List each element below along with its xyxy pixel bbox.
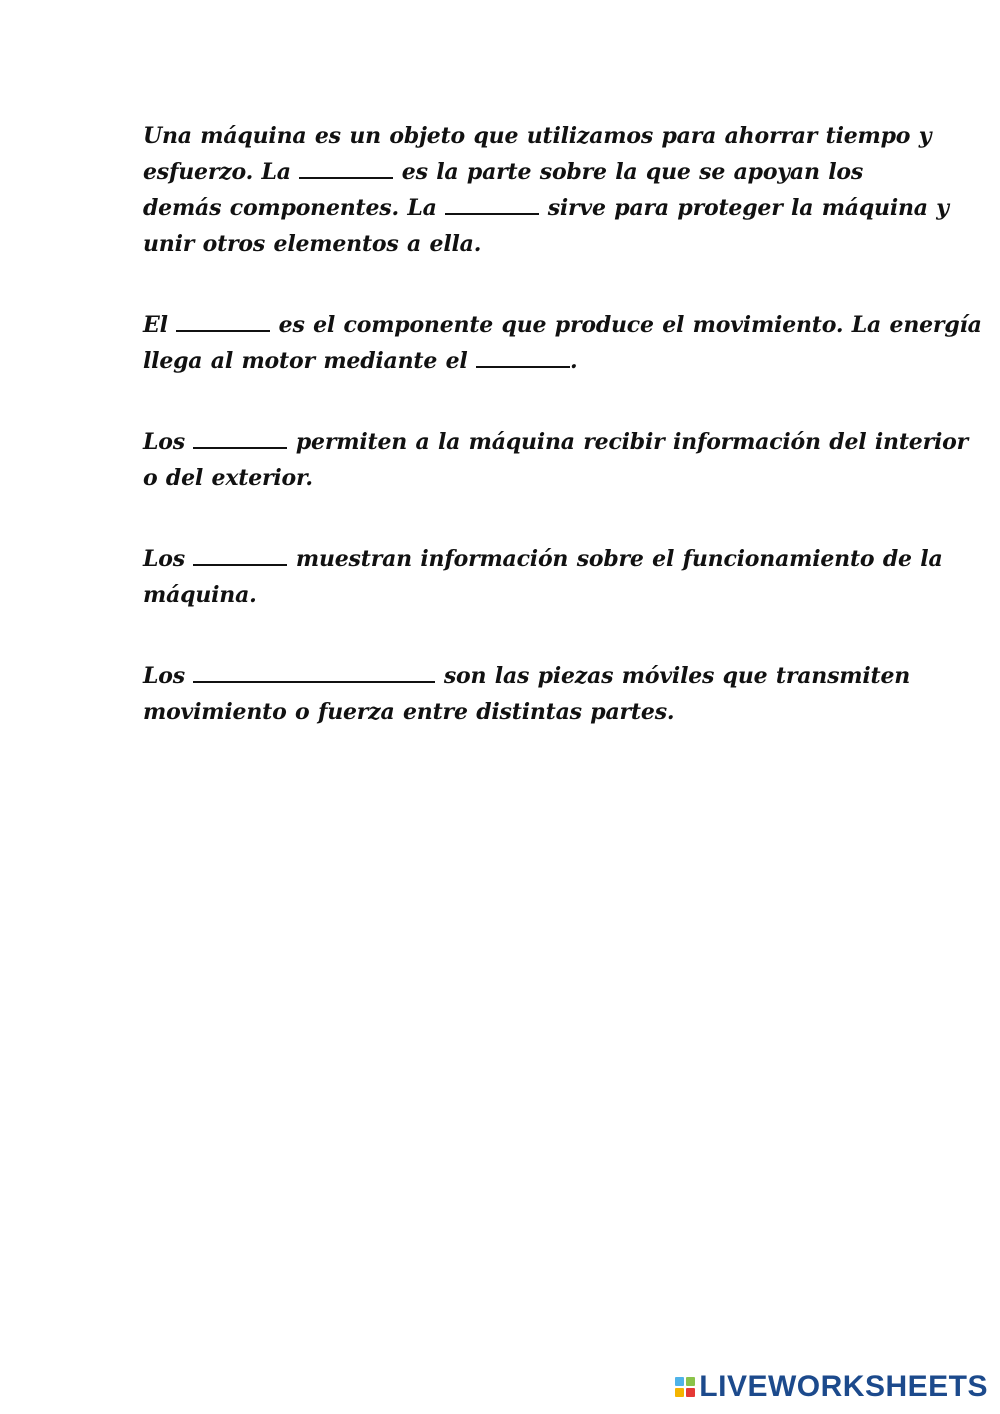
blank-6[interactable] (193, 546, 287, 566)
text-line: Los permiten a la máquina recibir información del interior (143, 429, 969, 455)
brand-text: LIVEWORKSHEETS (699, 1370, 988, 1403)
text-line: máquina. (143, 582, 257, 608)
blank-4[interactable] (476, 348, 570, 368)
blank-7[interactable] (193, 663, 435, 683)
paragraph-mechanisms (143, 658, 911, 730)
paragraph-motor (143, 307, 982, 379)
text-line: o del exterior. (143, 465, 313, 491)
liveworksheets-brand (675, 1370, 988, 1404)
text-line: El es el componente que produce el movimiento. La energía (143, 312, 982, 338)
worksheet-body (143, 118, 982, 730)
text-line: Los muestran información sobre el funcionamiento de la (143, 546, 943, 572)
paragraph-sensors (143, 424, 969, 496)
paragraph-machine-definition (143, 118, 949, 262)
blank-1[interactable] (299, 159, 393, 179)
text-line: movimiento o fuerza entre distintas partes. (143, 699, 675, 725)
text-line: demás componentes. La sirve para proteger la máquina y (143, 195, 949, 221)
text-line: llega al motor mediante el . (143, 348, 578, 374)
text-line: unir otros elementos a ella. (143, 231, 482, 257)
blank-3[interactable] (176, 312, 270, 332)
text-line: Los son las piezas móviles que transmiten (143, 663, 911, 689)
text-line: Una máquina es un objeto que utilizamos para ahorrar tiempo y (143, 123, 932, 149)
text-line: esfuerzo. La es la parte sobre la que se apoyan los (143, 159, 864, 185)
paragraph-indicators (143, 541, 943, 613)
blank-5[interactable] (193, 429, 287, 449)
liveworksheets-logo-icon (675, 1377, 695, 1397)
blank-2[interactable] (445, 195, 539, 215)
